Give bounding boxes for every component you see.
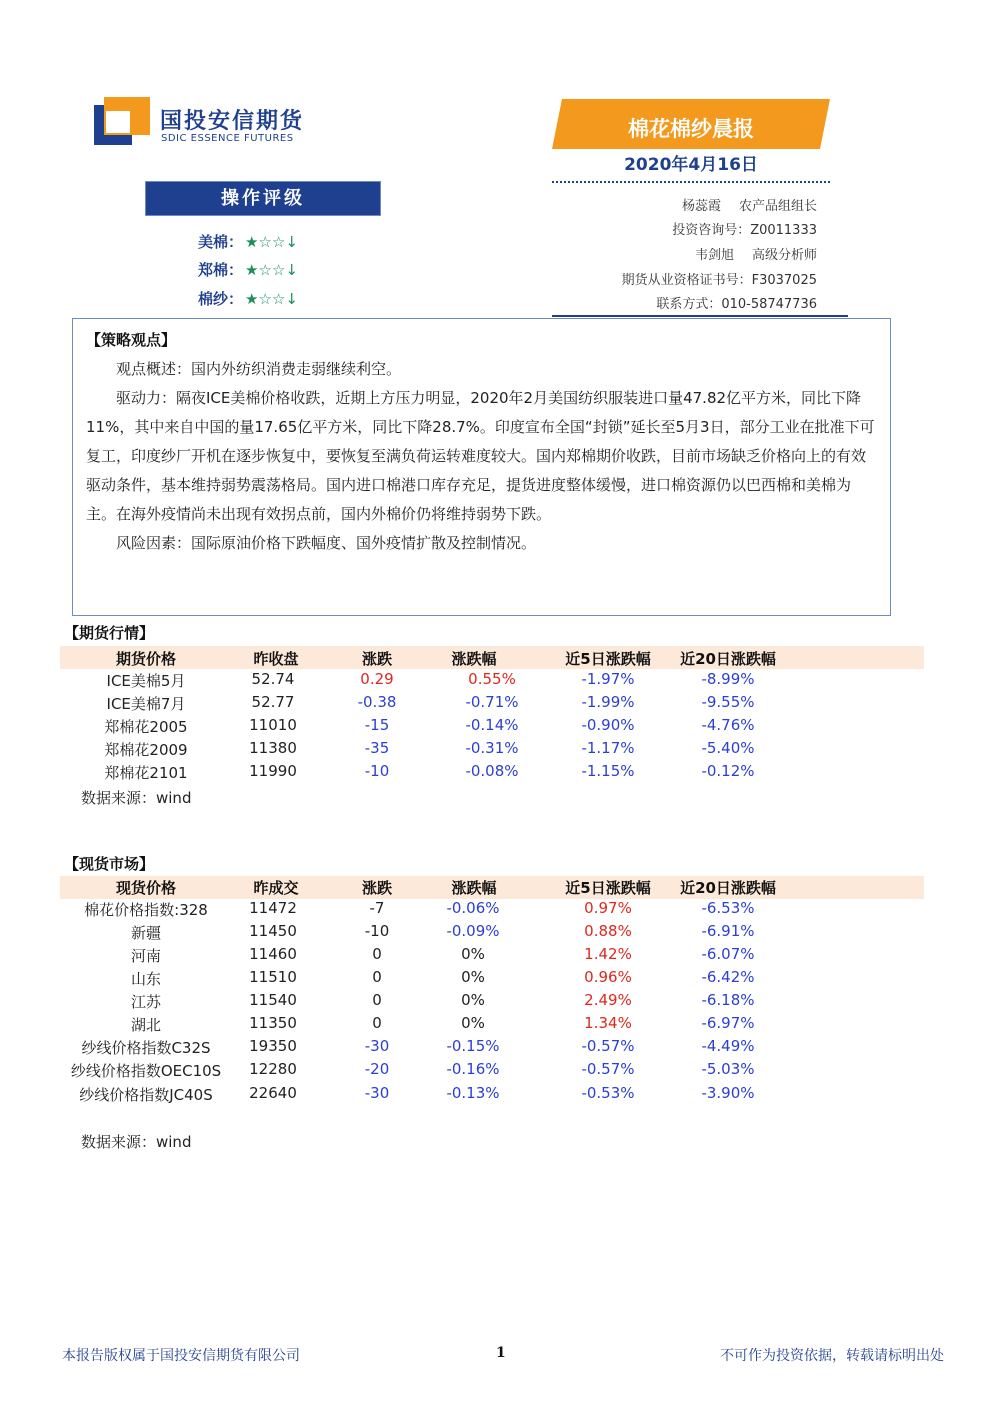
cell-5d-pct: 1.34% xyxy=(584,1014,632,1032)
cell-change: 0 xyxy=(372,968,382,986)
cell-close: 19350 xyxy=(249,1037,297,1055)
cell-name: 湖北 xyxy=(130,1016,162,1034)
table-header-cell: 涨跌幅 xyxy=(451,650,497,668)
rating-label: 棉纱： xyxy=(198,290,244,308)
strategy-title: 【策略观点】 xyxy=(86,331,177,349)
analyst-1 xyxy=(682,195,817,214)
analyst-contact: 联系方式：010-58747736 xyxy=(656,297,817,312)
futures-data-source: 数据来源：wind xyxy=(81,789,192,807)
table-header-cell: 近20日涨跌幅 xyxy=(680,879,776,897)
cell-change: -7 xyxy=(369,899,385,917)
table-header-cell: 近5日涨跌幅 xyxy=(565,650,651,668)
cell-name: 纱线价格指数C32S xyxy=(81,1039,211,1057)
analyst-2-cert: 期货从业资格证书号：F3037025 xyxy=(621,273,817,288)
cell-change-pct: -0.31% xyxy=(465,739,519,757)
cell-20d-pct: -6.42% xyxy=(701,968,755,986)
table-header-cell: 昨成交 xyxy=(253,879,299,897)
cell-5d-pct: 1.42% xyxy=(584,945,632,963)
cell-change-pct: -0.06% xyxy=(446,899,500,917)
cell-20d-pct: -4.76% xyxy=(701,716,755,734)
rating-label: 美棉： xyxy=(198,233,244,251)
cell-5d-pct: -1.15% xyxy=(581,762,635,780)
cell-close: 11472 xyxy=(249,899,297,917)
table-row xyxy=(0,1084,992,1107)
cell-change: -30 xyxy=(364,1037,390,1055)
date-divider xyxy=(552,181,830,183)
cell-20d-pct: -0.12% xyxy=(701,762,755,780)
cell-close: 11510 xyxy=(249,968,297,986)
cell-5d-pct: -0.53% xyxy=(581,1084,635,1102)
cell-close: 11350 xyxy=(249,1014,297,1032)
company-logo-en: SDIC ESSENCE FUTURES xyxy=(161,133,294,144)
table-row xyxy=(0,670,992,693)
analyst-role: 农产品组组长 xyxy=(738,199,817,214)
cell-change-pct: 0% xyxy=(461,991,485,1009)
cell-20d-pct: -6.97% xyxy=(701,1014,755,1032)
cell-name: 新疆 xyxy=(130,924,162,942)
cell-name: 河南 xyxy=(130,947,162,965)
analyst-role: 高级分析师 xyxy=(751,248,817,263)
table-row xyxy=(0,899,992,922)
table-header-cell: 现货价格 xyxy=(115,879,177,897)
cell-20d-pct: -8.99% xyxy=(701,670,755,688)
cell-close: 11460 xyxy=(249,945,297,963)
cell-20d-pct: -6.18% xyxy=(701,991,755,1009)
cell-5d-pct: -0.57% xyxy=(581,1037,635,1055)
table-row xyxy=(0,762,992,785)
company-logo-mark xyxy=(94,97,150,145)
cell-change: -20 xyxy=(364,1060,390,1078)
cell-close: 52.77 xyxy=(251,693,295,711)
table-row xyxy=(0,968,992,991)
table-header-cell: 涨跌 xyxy=(361,879,393,897)
table-header-cell: 涨跌幅 xyxy=(451,879,497,897)
cell-name: ICE美棉5月 xyxy=(106,672,186,690)
cell-5d-pct: -1.97% xyxy=(581,670,635,688)
cell-change-pct: -0.71% xyxy=(465,693,519,711)
table-row xyxy=(0,716,992,739)
cell-5d-pct: -1.99% xyxy=(581,693,635,711)
cell-change-pct: 0.55% xyxy=(468,670,516,688)
cell-close: 11450 xyxy=(249,922,297,940)
footer-copyright: 本报告版权属于国投安信期货有限公司 xyxy=(62,1348,300,1364)
table-row xyxy=(0,945,992,968)
report-date: 2020年4月16日 xyxy=(624,155,758,175)
cell-close: 11540 xyxy=(249,991,297,1009)
cell-20d-pct: -5.03% xyxy=(701,1060,755,1078)
cell-5d-pct: -0.57% xyxy=(581,1060,635,1078)
cell-change: 0 xyxy=(372,1014,382,1032)
table-row xyxy=(0,1037,992,1060)
cell-name: 棉花价格指数:328 xyxy=(84,901,208,919)
rating-stars: ★☆☆↓ xyxy=(245,290,298,308)
cell-5d-pct: -0.90% xyxy=(581,716,635,734)
cell-20d-pct: -6.53% xyxy=(701,899,755,917)
cell-change: -35 xyxy=(364,739,390,757)
strategy-overview: 观点概述：国内外纺织消费走弱继续利空。 xyxy=(116,360,402,378)
cell-change: -10 xyxy=(364,762,390,780)
rating-row-us-cotton xyxy=(198,231,298,252)
cell-name: ICE美棉7月 xyxy=(106,695,186,713)
table-header-cell: 期货价格 xyxy=(115,650,177,668)
cell-close: 11990 xyxy=(249,762,297,780)
strategy-driver: 驱动力：隔夜ICE美棉价格收跌，近期上方压力明显，2020年2月美国纺织服装进口量47.82亿平方米，同比下降11%，其中来自中国的量17.65亿平方米，同比下降28.7%。印度宣布全国“封锁”延长至5月3日，部分工业在批准下可复工，印度纱厂开机在逐步恢复中，要恢复至满负荷运转难度较大。国内郑棉期价收跌，目前市场缺乏价格向上的有效驱动条件，基本维持弱势震荡格局。国内进口棉港口库存充足，提货进度整体缓慢，进口棉资源仍以巴西棉和美棉为主。在海外疫情尚未出现有效拐点前，国内外棉价仍将维持弱势下跌。 xyxy=(86,389,875,523)
cell-change: 0 xyxy=(372,945,382,963)
cell-change-pct: -0.13% xyxy=(446,1084,500,1102)
table-row xyxy=(0,991,992,1014)
futures-table-header xyxy=(60,646,924,669)
cell-5d-pct: 0.88% xyxy=(584,922,632,940)
rating-heading: 操作评级 xyxy=(145,181,381,216)
cell-close: 12280 xyxy=(249,1060,297,1078)
rating-row-cotton-yarn xyxy=(198,288,298,309)
page-number: 1 xyxy=(496,1345,506,1361)
cell-change-pct: -0.14% xyxy=(465,716,519,734)
cell-20d-pct: -5.40% xyxy=(701,739,755,757)
table-header-cell: 昨收盘 xyxy=(253,650,299,668)
cell-change: 0 xyxy=(372,991,382,1009)
cell-change: -10 xyxy=(364,922,390,940)
rating-row-zhengzhou-cotton xyxy=(198,259,298,280)
table-row xyxy=(0,693,992,716)
analyst-name: 杨蕊霞 xyxy=(681,199,721,214)
rating-stars: ★☆☆↓ xyxy=(245,233,298,251)
analyst-1-cert: 投资咨询号：Z0011333 xyxy=(672,223,817,238)
cell-change-pct: -0.15% xyxy=(446,1037,500,1055)
rating-label: 郑棉： xyxy=(198,261,244,279)
table-row xyxy=(0,1060,992,1083)
analyst-2 xyxy=(695,244,817,263)
cell-close: 11010 xyxy=(249,716,297,734)
table-header-cell: 涨跌 xyxy=(361,650,393,668)
cell-name: 郑棉花2005 xyxy=(104,718,188,736)
company-logo-cn: 国投安信期货 xyxy=(160,109,305,134)
footer-disclaimer: 不可作为投资依据，转载请标明出处 xyxy=(720,1348,944,1364)
cell-name: 郑棉花2009 xyxy=(104,741,188,759)
table-row xyxy=(0,922,992,945)
cell-20d-pct: -6.07% xyxy=(701,945,755,963)
futures-section-title: 【期货行情】 xyxy=(64,624,155,642)
cell-change-pct: 0% xyxy=(461,968,485,986)
cell-20d-pct: -4.49% xyxy=(701,1037,755,1055)
cell-change-pct: -0.16% xyxy=(446,1060,500,1078)
cell-name: 纱线价格指数OEC10S xyxy=(70,1062,222,1080)
table-row xyxy=(0,739,992,762)
strategy-risk: 风险因素：国际原油价格下跌幅度、国外疫情扩散及控制情况。 xyxy=(116,534,537,552)
analyst-divider xyxy=(552,315,848,317)
cell-5d-pct: -1.17% xyxy=(581,739,635,757)
cell-5d-pct: 0.97% xyxy=(584,899,632,917)
rating-stars: ★☆☆↓ xyxy=(245,261,298,279)
table-header-cell: 近5日涨跌幅 xyxy=(565,879,651,897)
cell-change: -0.38 xyxy=(357,693,397,711)
cell-change: 0.29 xyxy=(360,670,394,688)
cell-5d-pct: 2.49% xyxy=(584,991,632,1009)
cell-close: 11380 xyxy=(249,739,297,757)
cell-change: -15 xyxy=(364,716,390,734)
report-title: 棉花棉纱晨报 xyxy=(628,117,754,141)
cell-name: 纱线价格指数JC40S xyxy=(79,1086,213,1104)
cell-close: 52.74 xyxy=(251,670,295,688)
cell-change-pct: 0% xyxy=(461,1014,485,1032)
cell-change-pct: 0% xyxy=(461,945,485,963)
cell-close: 22640 xyxy=(249,1084,297,1102)
cell-5d-pct: 0.96% xyxy=(584,968,632,986)
cell-20d-pct: -6.91% xyxy=(701,922,755,940)
cell-name: 江苏 xyxy=(130,993,162,1011)
cell-change-pct: -0.08% xyxy=(465,762,519,780)
cell-name: 山东 xyxy=(130,970,162,988)
spot-data-source: 数据来源：wind xyxy=(81,1133,192,1151)
cell-change: -30 xyxy=(364,1084,390,1102)
cell-20d-pct: -3.90% xyxy=(701,1084,755,1102)
table-header-cell: 近20日涨跌幅 xyxy=(680,650,776,668)
spot-table-header xyxy=(60,876,924,899)
analyst-name: 韦剑旭 xyxy=(694,248,734,263)
table-row xyxy=(0,1014,992,1037)
spot-section-title: 【现货市场】 xyxy=(64,855,155,873)
cell-name: 郑棉花2101 xyxy=(104,764,188,782)
cell-20d-pct: -9.55% xyxy=(701,693,755,711)
cell-change-pct: -0.09% xyxy=(446,922,500,940)
